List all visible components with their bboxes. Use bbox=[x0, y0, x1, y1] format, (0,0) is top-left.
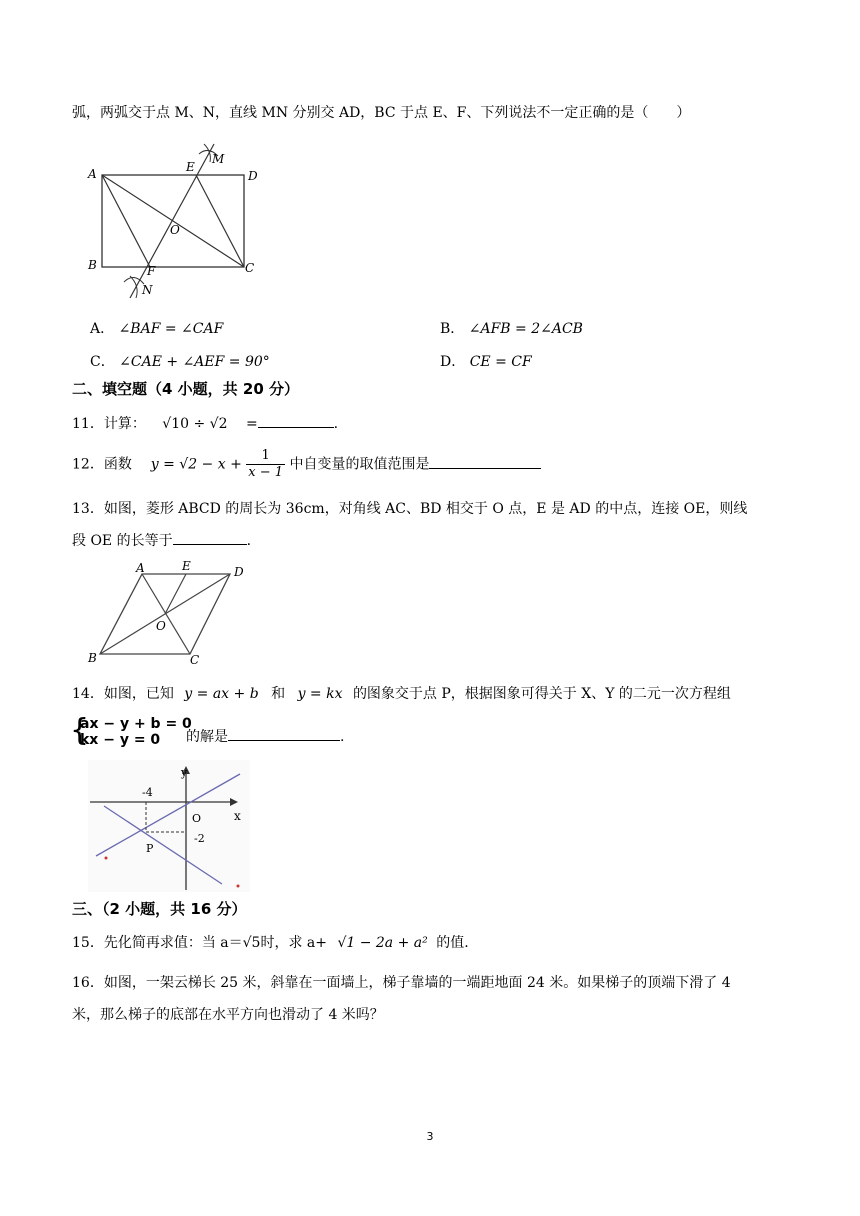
q12-fraction bbox=[246, 448, 285, 481]
graph-tick-neg4: -4 bbox=[142, 786, 153, 799]
q11-answer-blank[interactable] bbox=[258, 413, 334, 428]
label-D: D bbox=[248, 169, 258, 183]
graph-tick-neg2: -2 bbox=[194, 832, 205, 845]
section-heading: 二、填空题（4 小题，共 20 分） bbox=[72, 380, 299, 398]
label-A: A bbox=[136, 561, 145, 575]
q12 bbox=[72, 448, 541, 481]
q14-tail: 的图象交于点 P，根据图象可得关于 X、Y 的二元一次方程组 bbox=[352, 686, 731, 702]
q15-value: √5 bbox=[242, 935, 261, 951]
graph-origin-label: O bbox=[192, 812, 202, 825]
option-expr: ∠CAE + ∠AEF = 90° bbox=[119, 354, 270, 370]
q14-solution bbox=[186, 726, 344, 746]
option-key: C． bbox=[90, 354, 115, 370]
q10-stem: 弧，两弧交于点 M、N，直线 MN 分别交 AD，BC 于点 E、F、下列说法不一定正确的是（ ） bbox=[72, 105, 691, 121]
q10-option-d[interactable] bbox=[440, 351, 532, 371]
label-N: N bbox=[142, 283, 153, 297]
q14-expr1: y = ax + b bbox=[184, 686, 259, 702]
q10-option-b[interactable] bbox=[440, 318, 583, 338]
section-heading: 三、（2 小题，共 16 分） bbox=[72, 900, 247, 918]
q12-expr: y = √2 − x + bbox=[150, 456, 242, 473]
q16-line1: 16．如图，一架云梯长 25 米，斜靠在一面墙上，梯子靠墙的一端距地面 24 米。如果梯子的顶端下滑了 4 bbox=[72, 975, 731, 991]
label-C: C bbox=[245, 261, 255, 275]
q12-answer-blank[interactable] bbox=[429, 454, 541, 469]
q11-expr: √10 ÷ √2 bbox=[162, 416, 228, 432]
graph-y-label: y bbox=[181, 766, 188, 779]
option-expr: CE = CF bbox=[469, 354, 532, 370]
q14-text: 14．如图，已知 bbox=[72, 686, 174, 702]
label-D: D bbox=[234, 565, 244, 579]
q13-end: . bbox=[246, 533, 252, 549]
q15 bbox=[72, 932, 469, 952]
option-expr: ∠BAF = ∠CAF bbox=[118, 321, 224, 337]
q15-expr: √1 − 2a + a² bbox=[337, 935, 428, 951]
page-number: 3 bbox=[426, 1130, 434, 1143]
label-E: E bbox=[186, 160, 195, 174]
q12-tail: 中自变量的取值范围是 bbox=[289, 456, 430, 473]
q13-figure bbox=[86, 558, 256, 668]
graph-point-p: P bbox=[146, 842, 154, 855]
q13-line2 bbox=[72, 530, 251, 550]
q11-text: 计算： bbox=[103, 416, 146, 432]
q14-eq2: kx − y = 0 bbox=[80, 732, 161, 748]
q11-number: 11． bbox=[72, 416, 104, 432]
label-O: O bbox=[170, 223, 180, 237]
q12-number: 12． bbox=[72, 456, 104, 473]
option-key: B． bbox=[440, 321, 465, 337]
graph-x-label: x bbox=[234, 809, 241, 823]
q10-figure bbox=[86, 142, 266, 302]
option-expr: ∠AFB = 2∠ACB bbox=[468, 321, 583, 337]
q15-mid: 时，求 a+ bbox=[260, 935, 327, 951]
q15-tail: 的值. bbox=[436, 935, 469, 951]
q14-line1 bbox=[72, 683, 731, 703]
q13-answer-blank[interactable] bbox=[173, 530, 247, 545]
q14-answer-blank[interactable] bbox=[228, 726, 340, 741]
q14-and: 和 bbox=[271, 686, 286, 702]
q11: 11．计算： √10 ÷ √2 = . bbox=[72, 413, 338, 433]
q14-graph bbox=[88, 760, 250, 892]
q11-eq: = bbox=[245, 416, 258, 432]
q15-text: 15．先化简再求值：当 a＝ bbox=[72, 935, 243, 951]
label-C: C bbox=[190, 653, 200, 667]
frac-den: x − 1 bbox=[248, 465, 284, 480]
frac-num: 1 bbox=[246, 448, 285, 465]
q14-sol-end: . bbox=[340, 729, 345, 745]
option-key: A． bbox=[90, 321, 115, 337]
option-key: D． bbox=[440, 354, 466, 370]
q13-line1: 13．如图，菱形 ABCD 的周长为 36cm，对角线 AC、BD 相交于 O 点，E 是 AD 的中点，连接 OE，则线 bbox=[72, 501, 748, 517]
label-E: E bbox=[182, 559, 191, 573]
label-B: B bbox=[88, 651, 97, 665]
q12-text: 函数 bbox=[103, 456, 132, 473]
label-O: O bbox=[156, 619, 166, 633]
q13-text: 段 OE 的长等于 bbox=[72, 533, 173, 549]
label-A: A bbox=[88, 167, 97, 181]
q14-equation-system: { ax − y + b = 0 kx − y = 0 bbox=[70, 713, 192, 748]
q14-eq1: ax − y + b = 0 bbox=[80, 716, 192, 732]
q10-option-a[interactable] bbox=[90, 318, 223, 338]
q14-sol-text: 的解是 bbox=[186, 729, 228, 745]
q10-option-c[interactable] bbox=[90, 351, 270, 371]
q14-expr2: y = kx bbox=[297, 686, 343, 702]
label-M: M bbox=[212, 152, 225, 166]
q16-line2: 米，那么梯子的底部在水平方向也滑动了 4 米吗？ bbox=[72, 1007, 384, 1023]
label-F: F bbox=[147, 264, 156, 278]
label-B: B bbox=[88, 258, 97, 272]
